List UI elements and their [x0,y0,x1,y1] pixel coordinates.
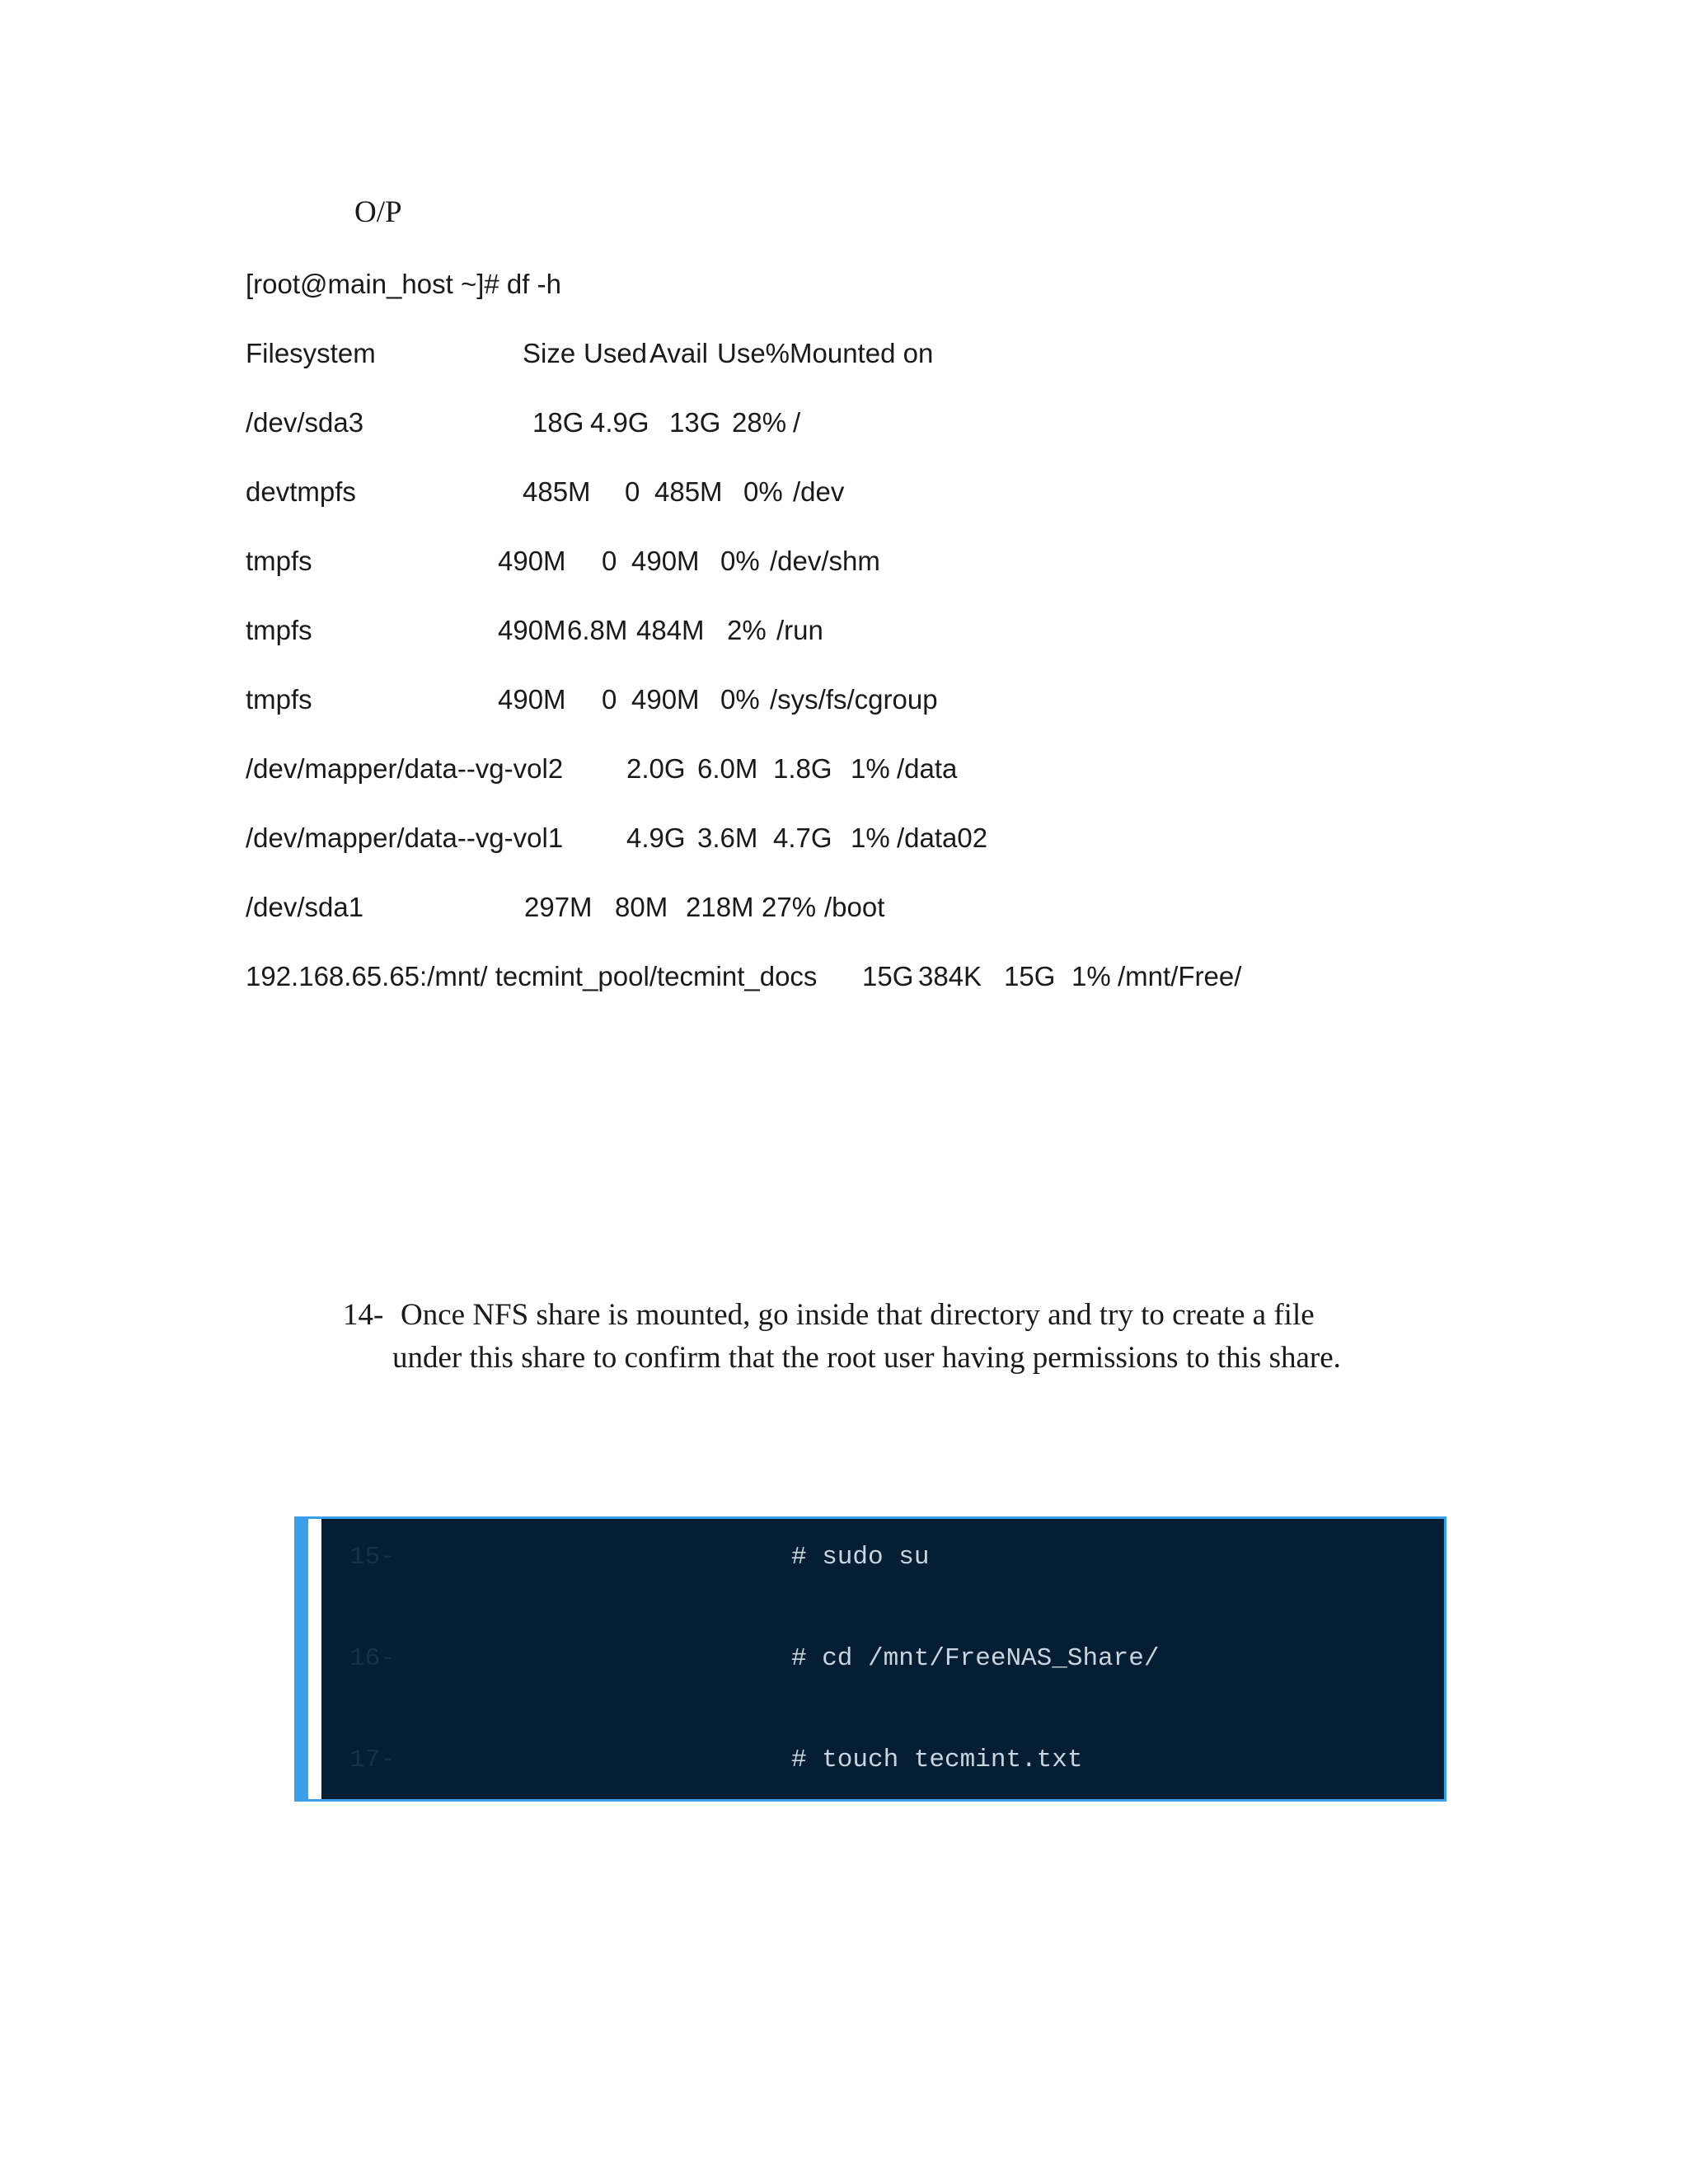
df-size: 490M [498,546,566,576]
df-filesystem: /dev/sda1 [246,892,364,922]
df-row [246,471,1482,513]
df-filesystem: /dev/mapper/data--vg-vol1 [246,823,564,853]
df-avail: 485M [654,476,723,507]
code-block [294,1516,1447,1802]
df-used: 80M [615,892,668,922]
code-line-number: 16- [349,1644,396,1673]
df-filesystem: 192.168.65.65:/mnt/ tecmint_pool/tecmint_docs [246,961,818,991]
df-header-row [246,333,1482,374]
df-row [246,610,1482,651]
df-avail: 13G [669,407,721,438]
df-use-percent: 28% [732,407,787,438]
step-line-1: Once NFS share is mounted, go inside that directory and try to create a file [401,1298,1315,1332]
df-use-percent: 0% [720,546,760,576]
df-mount: /mnt/Free/ [1118,961,1242,991]
code-command: # cd /mnt/FreeNAS_Share/ [791,1644,1160,1673]
code-line-number: 15- [349,1543,396,1572]
code-line [321,1638,1442,1680]
df-size: 490M [498,684,566,715]
df-row [246,541,1482,582]
df-avail: 15G [1004,961,1056,991]
df-filesystem: tmpfs [246,615,312,645]
df-mount: /dev/shm [770,546,880,576]
header-use-percent: Use% [717,338,790,368]
df-use-percent: 0% [743,476,783,507]
df-mount: /sys/fs/cgroup [770,684,938,715]
header-used: Used [584,338,648,368]
df-size: 490M [498,615,566,645]
code-line [321,1537,1442,1578]
output-heading: O/P [354,195,402,229]
code-command: # touch tecmint.txt [791,1746,1083,1774]
df-use-percent: 0% [720,684,760,715]
df-row [246,818,1482,859]
df-size: 297M [524,892,593,922]
df-used: 0 [602,684,617,715]
code-line [321,1740,1442,1781]
df-size: 2.0G [626,753,686,784]
df-use-percent: 27% [762,892,817,922]
df-mount: / [793,407,801,438]
df-avail: 218M [686,892,754,922]
df-mount: /boot [824,892,885,922]
header-size: Size [523,338,576,368]
df-use-percent: 2% [727,615,767,645]
df-avail: 490M [631,684,700,715]
code-gutter [308,1519,321,1799]
step-number: 14- [343,1298,384,1332]
df-used: 6.8M [567,615,628,645]
df-avail: 484M [636,615,705,645]
code-accent-bar [297,1519,308,1799]
df-use-percent: 1% [851,823,890,853]
code-command: # sudo su [791,1543,930,1572]
df-avail: 4.7G [773,823,832,853]
df-mount: /data [897,753,958,784]
header-mounted-on: Mounted on [790,338,934,368]
df-used: 3.6M [697,823,758,853]
df-size: 15G [862,961,914,991]
df-avail: 1.8G [773,753,832,784]
df-row [246,679,1482,720]
df-avail: 490M [631,546,700,576]
df-use-percent: 1% [851,753,890,784]
df-used: 6.0M [697,753,758,784]
df-filesystem: tmpfs [246,684,312,715]
df-filesystem: tmpfs [246,546,312,576]
code-line-number: 17- [349,1746,396,1774]
header-filesystem: Filesystem [246,338,376,368]
header-avail: Avail [649,338,708,368]
df-row [246,887,1482,928]
df-filesystem: /dev/sda3 [246,407,364,438]
df-size: 18G [532,407,584,438]
df-used: 384K [918,961,982,991]
df-size: 4.9G [626,823,686,853]
shell-prompt-line: [root@main_host ~]# df -h [246,269,561,299]
df-used: 0 [602,546,617,576]
df-filesystem: /dev/mapper/data--vg-vol2 [246,753,564,784]
df-mount: /data02 [897,823,988,853]
step-14-paragraph [343,1294,1447,1380]
df-mount: /run [776,615,823,645]
df-filesystem: devtmpfs [246,476,356,507]
df-size: 485M [523,476,591,507]
df-mount: /dev [793,476,845,507]
df-used: 0 [625,476,640,507]
df-used: 4.9G [590,407,649,438]
df-row [246,956,1482,997]
df-use-percent: 1% [1071,961,1111,991]
step-line-2: under this share to confirm that the root user having permissions to this share. [392,1341,1341,1375]
df-row [246,402,1482,443]
df-row [246,748,1482,790]
